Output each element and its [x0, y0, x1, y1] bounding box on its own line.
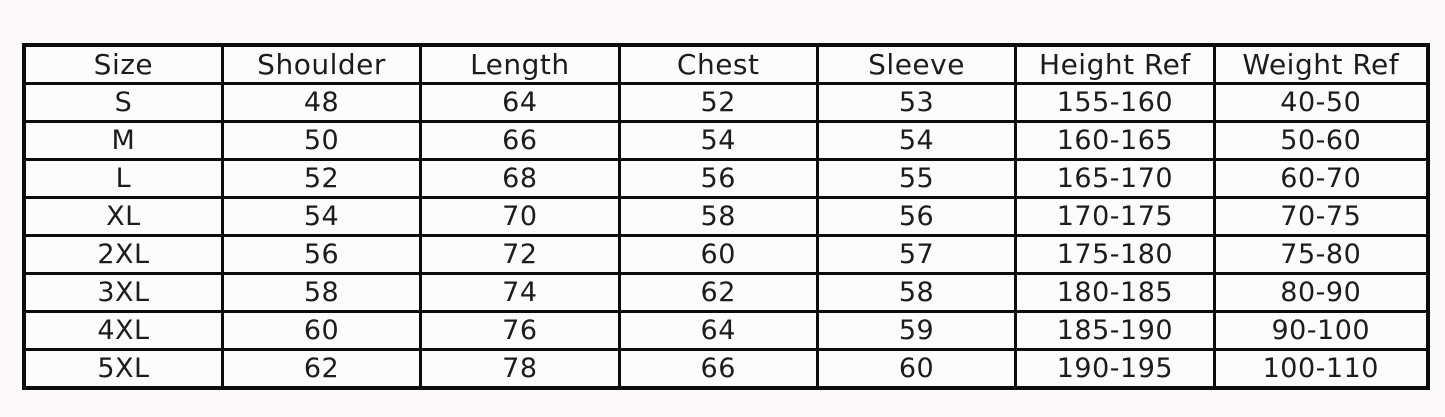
- table-cell: 5XL: [24, 350, 222, 389]
- table-cell: 60-70: [1214, 160, 1428, 198]
- table-cell: 40-50: [1214, 84, 1428, 122]
- header-row: [24, 45, 1428, 84]
- table-cell: 60: [619, 236, 817, 274]
- table-row: [24, 160, 1428, 198]
- table-cell: XL: [24, 198, 222, 236]
- table-cell: 185-190: [1016, 312, 1214, 350]
- header-cell: Chest: [619, 45, 817, 84]
- table-cell: 58: [222, 274, 420, 312]
- table-cell: 62: [222, 350, 420, 389]
- table-cell: 55: [817, 160, 1015, 198]
- table-cell: 68: [421, 160, 619, 198]
- table-cell: 72: [421, 236, 619, 274]
- table-cell: 53: [817, 84, 1015, 122]
- table-cell: 175-180: [1016, 236, 1214, 274]
- table-cell: 100-110: [1214, 350, 1428, 389]
- table-cell: 190-195: [1016, 350, 1214, 389]
- table-cell: 4XL: [24, 312, 222, 350]
- table-cell: 56: [222, 236, 420, 274]
- table-cell: 80-90: [1214, 274, 1428, 312]
- table-cell: 76: [421, 312, 619, 350]
- header-cell: Size: [24, 45, 222, 84]
- table-cell: 56: [619, 160, 817, 198]
- table-cell: 60: [222, 312, 420, 350]
- header-cell: Weight Ref: [1214, 45, 1428, 84]
- table-cell: 56: [817, 198, 1015, 236]
- size-chart-container: [22, 43, 1430, 387]
- header-cell: Shoulder: [222, 45, 420, 84]
- table-cell: 70-75: [1214, 198, 1428, 236]
- table-cell: 58: [817, 274, 1015, 312]
- table-cell: 160-165: [1016, 122, 1214, 160]
- table-cell: 59: [817, 312, 1015, 350]
- table-cell: 62: [619, 274, 817, 312]
- table-cell: 74: [421, 274, 619, 312]
- table-cell: 2XL: [24, 236, 222, 274]
- table-row: [24, 122, 1428, 160]
- size-chart-table: [22, 43, 1430, 390]
- table-cell: 52: [222, 160, 420, 198]
- table-cell: 165-170: [1016, 160, 1214, 198]
- table-cell: 54: [222, 198, 420, 236]
- table-cell: 54: [817, 122, 1015, 160]
- table-cell: 60: [817, 350, 1015, 389]
- table-cell: 3XL: [24, 274, 222, 312]
- table-cell: 78: [421, 350, 619, 389]
- table-cell: M: [24, 122, 222, 160]
- table-row: [24, 84, 1428, 122]
- table-cell: 58: [619, 198, 817, 236]
- header-cell: Length: [421, 45, 619, 84]
- table-cell: 52: [619, 84, 817, 122]
- table-cell: 70: [421, 198, 619, 236]
- table-row: [24, 312, 1428, 350]
- table-row: [24, 350, 1428, 389]
- table-cell: 66: [619, 350, 817, 389]
- table-cell: 54: [619, 122, 817, 160]
- table-row: [24, 198, 1428, 236]
- table-cell: 50: [222, 122, 420, 160]
- table-cell: 64: [421, 84, 619, 122]
- table-cell: 57: [817, 236, 1015, 274]
- table-row: [24, 236, 1428, 274]
- header-cell: Height Ref: [1016, 45, 1214, 84]
- table-cell: 180-185: [1016, 274, 1214, 312]
- table-row: [24, 274, 1428, 312]
- table-body: [24, 84, 1428, 389]
- table-cell: 66: [421, 122, 619, 160]
- table-cell: 50-60: [1214, 122, 1428, 160]
- table-cell: 64: [619, 312, 817, 350]
- table-cell: 170-175: [1016, 198, 1214, 236]
- table-cell: L: [24, 160, 222, 198]
- table-cell: 48: [222, 84, 420, 122]
- table-cell: 90-100: [1214, 312, 1428, 350]
- header-cell: Sleeve: [817, 45, 1015, 84]
- table-cell: 155-160: [1016, 84, 1214, 122]
- table-cell: S: [24, 84, 222, 122]
- table-cell: 75-80: [1214, 236, 1428, 274]
